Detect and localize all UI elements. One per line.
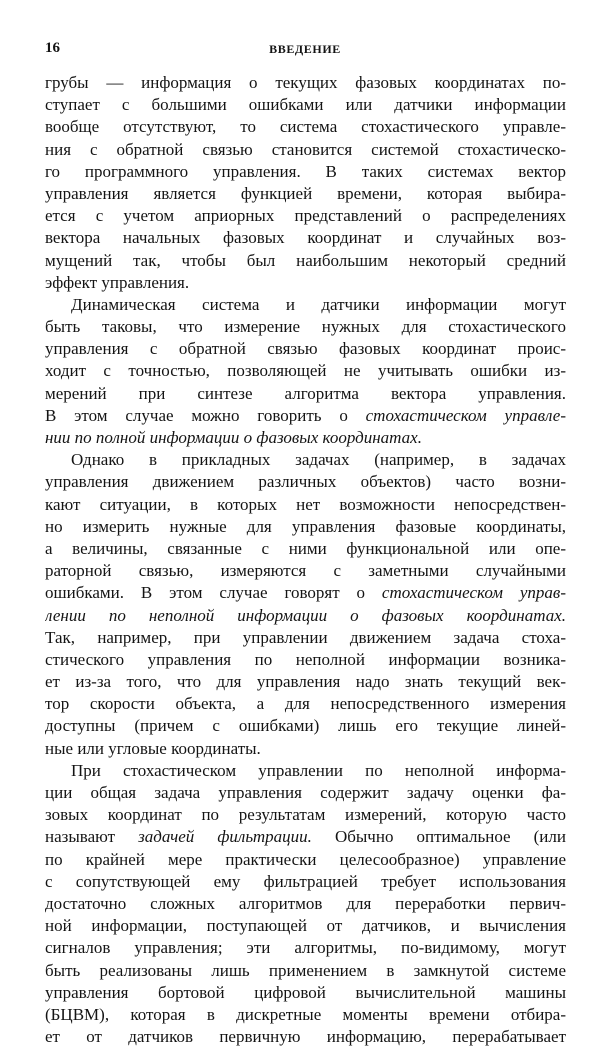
text-segment: ошибками. В этом случае говорят о (45, 583, 382, 603)
text-segment: доступны (причем с ошибками) лишь его текущие линей- (45, 716, 566, 736)
text-line (45, 871, 566, 893)
italic-term: лении по неполной информации о фазовых координатах. (45, 605, 566, 625)
text-line (45, 272, 566, 294)
text-segment: грубы — информация о текущих фазовых координатах по- (45, 73, 566, 92)
text-line (45, 449, 566, 471)
text-segment: Однако в прикладных задачах (например, в задачах (71, 450, 566, 470)
text-segment: В этом случае можно говорить о (45, 405, 366, 425)
text-segment: раторной связью, измеряются с заметными случайными (45, 561, 566, 581)
text-segment: Так, например, при управлении движением задача стоха- (45, 627, 566, 647)
text-segment: управления бортовой цифровой вычислительной машины (45, 982, 566, 1002)
text-segment: стического управления по неполной информации возника- (45, 649, 566, 669)
text-line (45, 72, 566, 94)
text-segment: а величины, связанные с ними функциональной или опе- (45, 538, 566, 558)
text-segment: кают ситуации, в которых нет возможности непосредствен- (45, 494, 566, 514)
italic-term: стохастическом управ- (381, 583, 566, 603)
text-segment: ет от датчиков первичную информацию, перерабатывает (45, 1027, 566, 1047)
text-line (45, 1004, 566, 1026)
text-segment: тор скорости объекта, а для непосредственного измерения (45, 694, 566, 714)
text-line (45, 383, 566, 405)
text-segment: мущений так, чтобы был наибольшим некоторый средний (45, 250, 566, 270)
text-line (45, 116, 566, 138)
text-segment: При стохастическом управлении по неполной информа- (71, 760, 566, 780)
text-line (45, 471, 566, 493)
text-segment: достаточно сложных алгоритмов для переработки первич- (45, 893, 566, 913)
text-line (45, 915, 566, 937)
text-line (45, 782, 566, 804)
text-line (45, 250, 566, 272)
text-segment: управления с обратной связью фазовых координат проис- (45, 339, 566, 359)
text-line (45, 982, 566, 1004)
text-segment: зовых координат по результатам измерений, которую часто (45, 805, 566, 825)
text-line (45, 294, 566, 316)
text-segment: Динамическая система и датчики информации могут (71, 294, 566, 314)
text-line (45, 804, 566, 826)
text-line (45, 605, 566, 627)
text-segment: управления является функцией времени, которая выбира- (45, 183, 566, 203)
text-line (45, 494, 566, 516)
text-line (45, 937, 566, 959)
text-line (45, 94, 566, 116)
text-line (45, 338, 566, 360)
text-segment: по крайней мере практически целесообразное) управление (45, 849, 566, 869)
text-line (45, 183, 566, 205)
text-line (45, 627, 566, 649)
text-segment: управления движением различных объектов) часто возни- (45, 472, 566, 492)
text-segment: сигналов управления; эти алгоритмы, по-видимому, могут (45, 938, 566, 958)
italic-term: стохастическом управле- (365, 405, 566, 425)
text-line (45, 316, 566, 338)
text-line (45, 582, 566, 604)
running-title: ВВЕДЕНИЕ (269, 42, 341, 56)
text-line (45, 227, 566, 249)
text-line (45, 1026, 566, 1048)
text-line (45, 671, 566, 693)
text-segment: быть реализованы лишь применением в замкнутой системе (45, 960, 566, 980)
text-line (45, 693, 566, 715)
text-segment: Обычно оптимальное (или (311, 827, 566, 847)
text-line (45, 893, 566, 915)
text-line (45, 538, 566, 560)
text-segment: но измерить нужные для управления фазовые координаты, (45, 516, 566, 536)
text-segment: быть таковы, что измерение нужных для стохастического (45, 317, 566, 337)
text-segment: ется с учетом априорных представлений о распределениях (45, 206, 566, 226)
text-line (45, 161, 566, 183)
text-segment: ходит с точностью, позволяющей не учитывать ошибки из- (45, 361, 566, 381)
italic-term: нии по полной информации о фазовых координатах. (45, 428, 422, 447)
text-line (45, 516, 566, 538)
text-segment: с сопутствующей ему фильтрацией требует использования (45, 871, 566, 891)
text-line (45, 205, 566, 227)
text-line (45, 738, 566, 760)
text-line (45, 649, 566, 671)
text-line (45, 760, 566, 782)
text-segment: вектора начальных фазовых координат и случайных воз- (45, 228, 566, 248)
text-segment: мерений при синтезе алгоритма вектора управления. (45, 383, 566, 403)
text-segment: ет из-за того, что для управления надо знать текущий век- (45, 672, 566, 692)
text-line (45, 849, 566, 871)
text-segment: го программного управления. В таких системах вектор (45, 161, 566, 181)
text-segment: ные или угловые координаты. (45, 738, 261, 758)
text-segment: вообще отсутствуют, то система стохастического управле- (45, 117, 566, 137)
text-segment: ции общая задача управления содержит задачу оценки фа- (45, 783, 566, 802)
text-line (45, 560, 566, 582)
page-number: 16 (45, 40, 60, 56)
text-segment: ступает с большими ошибками или датчики информации (45, 95, 566, 115)
text-line (45, 427, 566, 449)
text-segment: (БЦВМ), которая в дискретные моменты времени отбира- (45, 1004, 566, 1024)
body-text (45, 72, 566, 1048)
text-segment: ния с обратной связью становится системой стохастическо- (45, 139, 566, 159)
text-segment: ной информации, поступающей от датчиков, и вычисления (45, 916, 566, 936)
text-line (45, 360, 566, 382)
text-line (45, 715, 566, 737)
italic-term: задачей фильтрации. (138, 827, 312, 847)
text-line (45, 139, 566, 161)
text-line (45, 826, 566, 848)
text-line (45, 960, 566, 982)
page-header (45, 40, 565, 62)
text-segment: называют (45, 827, 139, 847)
text-line (45, 405, 566, 427)
text-segment: эффект управления. (45, 272, 190, 292)
